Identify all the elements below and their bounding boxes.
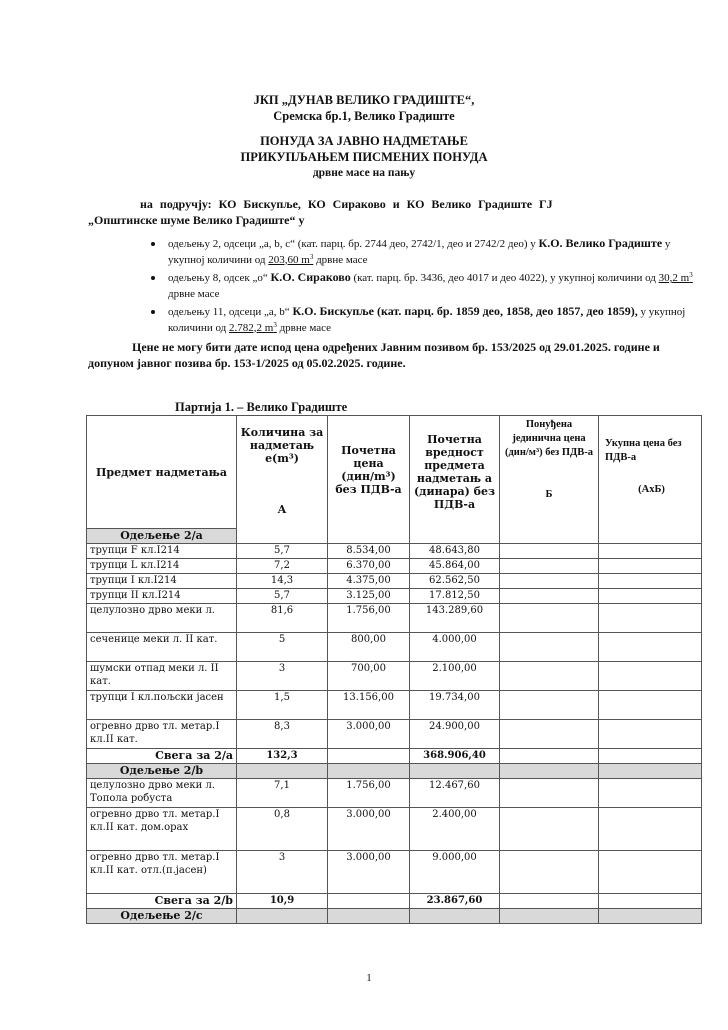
table-row <box>87 589 702 604</box>
bullet-bold-text: К.О. Велико Градиште <box>538 236 663 250</box>
bullet-text: у укупној количини од <box>168 238 671 266</box>
total-price-input[interactable] <box>599 559 702 574</box>
item-description: целулозно дрво меки л. <box>87 604 237 633</box>
header-text: Понуђена јединична цена (дин/м³) без ПДВ-а <box>504 419 593 458</box>
item-quantity: 0,8 <box>237 808 328 851</box>
section-row <box>87 909 702 924</box>
section-total-row <box>87 894 702 909</box>
total-price-input[interactable] <box>599 544 702 559</box>
total-price-input[interactable] <box>599 779 702 808</box>
offered-price-input[interactable] <box>500 808 599 851</box>
bullet-quantity <box>659 272 693 284</box>
item-quantity: 1,5 <box>237 691 328 720</box>
total-price-input[interactable] <box>599 633 702 662</box>
title-line-1: ПОНУДА ЗА ЈАВНО НАДМЕТАЊЕ <box>260 134 468 148</box>
item-description: трупци I кл.пољски јасен <box>87 691 237 720</box>
item-description: огревно дрво тл. метар.I кл.II кат. <box>87 720 237 749</box>
prices-note <box>88 339 702 371</box>
section-total-price-empty[interactable] <box>599 894 702 909</box>
list-item <box>148 304 704 336</box>
item-start-value: 62.562,50 <box>410 574 500 589</box>
offered-price-input[interactable] <box>500 779 599 808</box>
quantity-value: 2.782,2 m <box>229 321 274 334</box>
section-label: Одељење 2/c <box>87 909 237 924</box>
table-row <box>87 720 702 749</box>
bullet-text: (кат. парц. бр. 3436, део 4017 и део 4022), у укупној количини од <box>350 272 659 284</box>
organization-name: ЈКП „ДУНАВ ВЕЛИКО ГРАДИШТЕ“, <box>253 93 475 107</box>
bullet-text: дрвне масе <box>168 287 220 300</box>
bullet-text: дрвне масе <box>276 321 332 334</box>
item-quantity: 7,2 <box>237 559 328 574</box>
party-title: Партија 1. – Велико Градиште <box>175 400 348 414</box>
section-total-quantity: 10,9 <box>237 894 328 909</box>
item-start-price: 1.756,00 <box>328 604 410 633</box>
location-list <box>148 236 704 338</box>
table-header-row <box>87 416 702 529</box>
title-line-2: ПРИКУПЉАЊЕМ ПИСМЕНИХ ПОНУДА <box>240 150 488 164</box>
item-start-value: 143.289,60 <box>410 604 500 633</box>
header-total-price <box>599 416 702 544</box>
header-text: Почетна вредност предмета надметањ а (динара) без ПДВ-а <box>413 432 496 511</box>
section-row <box>87 764 702 779</box>
section-label: Одељење 2/а <box>87 529 237 544</box>
table-row <box>87 851 702 894</box>
header-subject <box>87 416 237 529</box>
item-start-price: 13.156,00 <box>328 691 410 720</box>
section-empty-cell <box>500 764 599 779</box>
section-empty-cell <box>599 909 702 924</box>
item-description: целулозно дрво меки л. Топола робуста <box>87 779 237 808</box>
section-total-label: Свега за 2/а <box>87 749 237 764</box>
table-row <box>87 574 702 589</box>
item-quantity: 3 <box>237 662 328 691</box>
item-quantity: 5 <box>237 633 328 662</box>
table-row <box>87 662 702 691</box>
item-description: огревно дрво тл. метар.I кл.II кат. дом.орах <box>87 808 237 851</box>
header-text: Предмет надметања <box>96 465 227 479</box>
section-empty-cell <box>237 909 328 924</box>
column-letter: Б <box>545 489 553 500</box>
header-start-price <box>328 416 410 544</box>
item-start-price: 3.000,00 <box>328 851 410 894</box>
offered-price-input[interactable] <box>500 544 599 559</box>
item-description: огревно дрво тл. метар.I кл.II кат. отл.(п.јасен) <box>87 851 237 894</box>
section-offered-empty[interactable] <box>500 749 599 764</box>
item-start-price: 3.000,00 <box>328 720 410 749</box>
prices-note-text: Цене не могу бити дате испод цена одређених Јавним позивом бр. 153/2025 од 29.01.2025. године и допуном јавног позива бр. 153-1/2025 од 05.02.2025. године. <box>88 340 660 370</box>
item-start-price: 3.125,00 <box>328 589 410 604</box>
table-row <box>87 604 702 633</box>
list-item <box>148 236 704 268</box>
offered-price-input[interactable] <box>500 559 599 574</box>
item-quantity: 5,7 <box>237 544 328 559</box>
section-empty-cell <box>410 909 500 924</box>
item-start-value: 48.643,80 <box>410 544 500 559</box>
total-price-input[interactable] <box>599 691 702 720</box>
header-text: Количина за надметањ е(m³) <box>240 426 324 465</box>
bullet-bold-text: К.О. Бискупље (кат. парц. бр. 1859 део, 1858, део 1857, део 1859), <box>292 304 638 318</box>
bullet-text: одељењу 2, одсеци „a, b, c“ (кат. парц. бр. 2744 део, 2742/1, део и 2742/2 део) у <box>168 238 539 250</box>
superscript: 3 <box>309 252 314 261</box>
table-row <box>87 808 702 851</box>
section-empty-cell <box>599 764 702 779</box>
item-start-price: 4.375,00 <box>328 574 410 589</box>
section-offered-empty[interactable] <box>500 894 599 909</box>
intro-line-2: „Општинске шуме Велико Градиште“ у <box>88 213 305 227</box>
item-quantity: 14,3 <box>237 574 328 589</box>
empty-cell <box>328 749 410 764</box>
header-text: Укупна цена без ПДВ-а <box>605 437 682 463</box>
item-start-value: 4.000,00 <box>410 633 500 662</box>
offered-price-input[interactable] <box>500 574 599 589</box>
section-total-value: 368.906,40 <box>410 749 500 764</box>
quantity-value: 30,2 m <box>658 272 690 284</box>
item-quantity: 8,3 <box>237 720 328 749</box>
item-start-value: 45.864,00 <box>410 559 500 574</box>
item-description: шумски отпад меки л. II кат. <box>87 662 237 691</box>
organization-header <box>0 92 728 124</box>
offered-price-input[interactable] <box>500 851 599 894</box>
header-offered-price <box>500 416 599 544</box>
organization-address: Сремска бр.1, Велико Градиште <box>273 109 455 123</box>
item-start-value: 2.100,00 <box>410 662 500 691</box>
item-start-price: 800,00 <box>328 633 410 662</box>
offered-price-input[interactable] <box>500 662 599 691</box>
item-start-price: 6.370,00 <box>328 559 410 574</box>
section-total-label: Свега за 2/b <box>87 894 237 909</box>
section-total-price-empty[interactable] <box>599 749 702 764</box>
item-start-price: 3.000,00 <box>328 808 410 851</box>
table-row <box>87 691 702 720</box>
item-description: трупци II кл.I214 <box>87 589 237 604</box>
header-start-value <box>410 416 500 544</box>
section-empty-cell <box>410 764 500 779</box>
title-line-3: дрвне масе на пању <box>312 167 416 179</box>
section-total-quantity: 132,3 <box>237 749 328 764</box>
total-price-input[interactable] <box>599 574 702 589</box>
item-quantity: 81,6 <box>237 604 328 633</box>
quantity-value: 203,60 m <box>268 253 310 266</box>
column-letter: А <box>277 503 287 516</box>
total-formula: (АхБ) <box>638 483 665 495</box>
bullet-quantity <box>268 254 313 266</box>
bullet-text: у укупној количини од <box>168 306 686 334</box>
empty-cell <box>328 894 410 909</box>
item-start-value: 17.812,50 <box>410 589 500 604</box>
total-price-input[interactable] <box>599 851 702 894</box>
page-number: 1 <box>366 972 372 984</box>
table-row <box>87 544 702 559</box>
offered-price-input[interactable] <box>500 691 599 720</box>
item-start-value: 9.000,00 <box>410 851 500 894</box>
section-empty-cell <box>500 909 599 924</box>
total-price-input[interactable] <box>599 808 702 851</box>
offered-price-input[interactable] <box>500 720 599 749</box>
total-price-input[interactable] <box>599 589 702 604</box>
list-item <box>148 270 704 302</box>
item-description: трупци L кл.I214 <box>87 559 237 574</box>
header-quantity <box>237 416 328 544</box>
item-start-price: 700,00 <box>328 662 410 691</box>
table-row <box>87 779 702 808</box>
section-label: Одељење 2/b <box>87 764 237 779</box>
item-start-price: 1.756,00 <box>328 779 410 808</box>
item-start-value: 12.467,60 <box>410 779 500 808</box>
document-title <box>0 133 728 181</box>
section-total-row <box>87 749 702 764</box>
item-quantity: 5,7 <box>237 589 328 604</box>
header-text: Почетна цена (дин/m³) без ПДВ-а <box>335 443 402 496</box>
item-start-value: 19.734,00 <box>410 691 500 720</box>
bullet-text: одељењу 8, одсек „о“ <box>168 272 271 284</box>
section-total-value: 23.867,60 <box>410 894 500 909</box>
bullet-text: дрвне масе <box>313 253 368 266</box>
superscript: 3 <box>689 271 693 279</box>
section-empty-cell <box>328 764 410 779</box>
item-start-value: 2.400,00 <box>410 808 500 851</box>
table-row <box>87 559 702 574</box>
offered-price-input[interactable] <box>500 633 599 662</box>
lots-table <box>86 415 702 924</box>
table-row <box>87 633 702 662</box>
section-empty-cell <box>328 909 410 924</box>
superscript: 3 <box>273 320 277 329</box>
offered-price-input[interactable] <box>500 589 599 604</box>
intro-paragraph <box>88 196 702 228</box>
item-description: трупци I кл.I214 <box>87 574 237 589</box>
intro-line-1: на подручју: КО Бискупље, КО Сираково и КО Велико Градиште ГЈ <box>140 197 553 211</box>
item-start-value: 24.900,00 <box>410 720 500 749</box>
item-description: сеченице меки л. II кат. <box>87 633 237 662</box>
total-price-input[interactable] <box>599 720 702 749</box>
item-start-price: 8.534,00 <box>328 544 410 559</box>
item-description: трупци F кл.I214 <box>87 544 237 559</box>
bullet-text: одељењу 11, одсеци „a, b“ <box>168 306 293 318</box>
total-price-input[interactable] <box>599 662 702 691</box>
item-quantity: 7,1 <box>237 779 328 808</box>
section-empty-cell <box>237 764 328 779</box>
bullet-quantity <box>229 322 277 334</box>
item-quantity: 3 <box>237 851 328 894</box>
offered-price-input[interactable] <box>500 604 599 633</box>
bullet-bold-text: К.О. Сираково <box>270 270 351 284</box>
total-price-input[interactable] <box>599 604 702 633</box>
